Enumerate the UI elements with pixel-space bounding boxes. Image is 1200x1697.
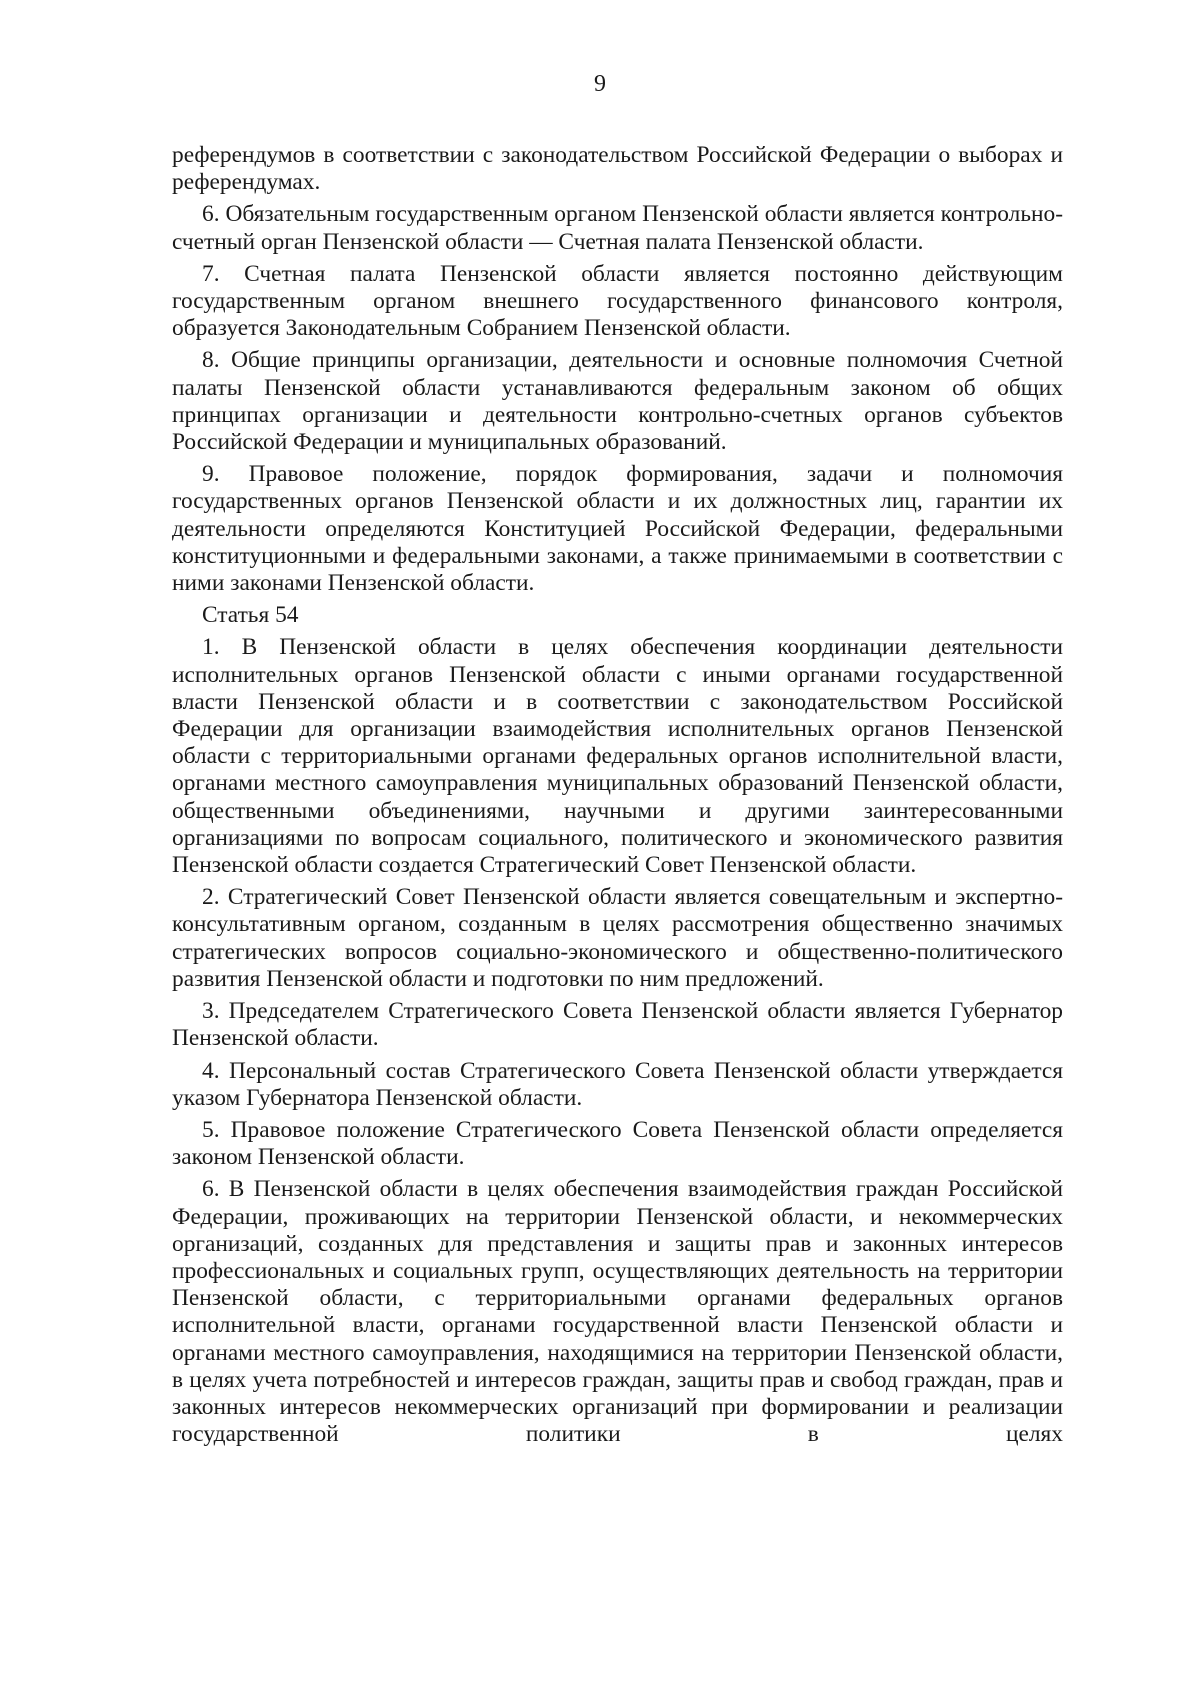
article-54-item-2: 2. Стратегический Совет Пензенской области является совещательным и экспертно-консультативным органом, созданным в целях рассмотрения общественно значимых стратегических вопросов социально-экономического и общественно-политического развития Пензенской области и подготовки по ним предложений. (172, 884, 1063, 992)
paragraph-item-8: 8. Общие принципы организации, деятельности и основные полномочия Счетной палаты Пензенской области устанавливаются федеральным законом об общих принципах организации и деятельности контрольно-счетных органов субъектов Российской Федерации и муниципальных образований. (172, 347, 1063, 456)
paragraph-continuation: референдумов в соответствии с законодательством Российской Федерации о выборах и референдумах. (172, 142, 1063, 196)
paragraph-item-9: 9. Правовое положение, порядок формирования, задачи и полномочия государственных органов Пензенской области и их должностных лиц, гарантии их деятельности определяются Конституцией Российской Федерации, федеральными конституционными и федеральными законами, а также принимаемыми в соответствии с ними законами Пензенской области. (172, 461, 1063, 597)
paragraph-item-6: 6. Обязательным государственным органом Пензенской области является контрольно-счетный орган Пензенской области — Счетная палата Пензенской области. (172, 201, 1063, 255)
article-54-item-5: 5. Правовое положение Стратегического Совета Пензенской области определяется законом Пензенской области. (172, 1116, 1063, 1171)
article-54-item-3: 3. Председателем Стратегического Совета Пензенской области является Губернатор Пензенской области. (172, 998, 1063, 1052)
article-heading: Статья 54 (202, 602, 299, 629)
paragraph-item-7: 7. Счетная палата Пензенской области является постоянно действующим государственным органом внешнего государственного финансового контроля, образуется Законодательным Собранием Пензенской области. (172, 260, 1063, 342)
document-body (172, 142, 1063, 1453)
page-number: 9 (594, 71, 606, 97)
article-54-item-6: 6. В Пензенской области в целях обеспечения взаимодействия граждан Российской Федерации, проживающих на территории Пензенской области, и некоммерческих организаций, созданных для представления и защиты прав и законных интересов профессиональных и социальных групп, осуществляющих деятельность на территории Пензенской области, с территориальными органами федеральных органов исполнительной власти, органами государственной власти Пензенской области и органами местного самоуправления, находящимися на территории Пензенской области, в целях учета потребностей и интересов граждан, защиты прав и свобод граждан, прав и законных интересов некоммерческих организаций при формировании и реализации государственной политики в целях (172, 1176, 1063, 1448)
article-54-item-1: 1. В Пензенской области в целях обеспечения координации деятельности исполнительных органов Пензенской области с иными органами государственной власти Пензенской области и в соответствии с законодательством Российской Федерации для организации взаимодействия исполнительных органов Пензенской области с территориальными органами федеральных органов исполнительной власти, органами местного самоуправления муниципальных образований Пензенской области, общественными объединениями, научными и другими заинтересованными организациями по вопросам социального, политического и экономического развития Пензенской области создается Стратегический Совет Пензенской области. (172, 634, 1063, 879)
article-54-item-4: 4. Персональный состав Стратегического Совета Пензенской области утверждается указом Губернатора Пензенской области. (172, 1057, 1063, 1111)
